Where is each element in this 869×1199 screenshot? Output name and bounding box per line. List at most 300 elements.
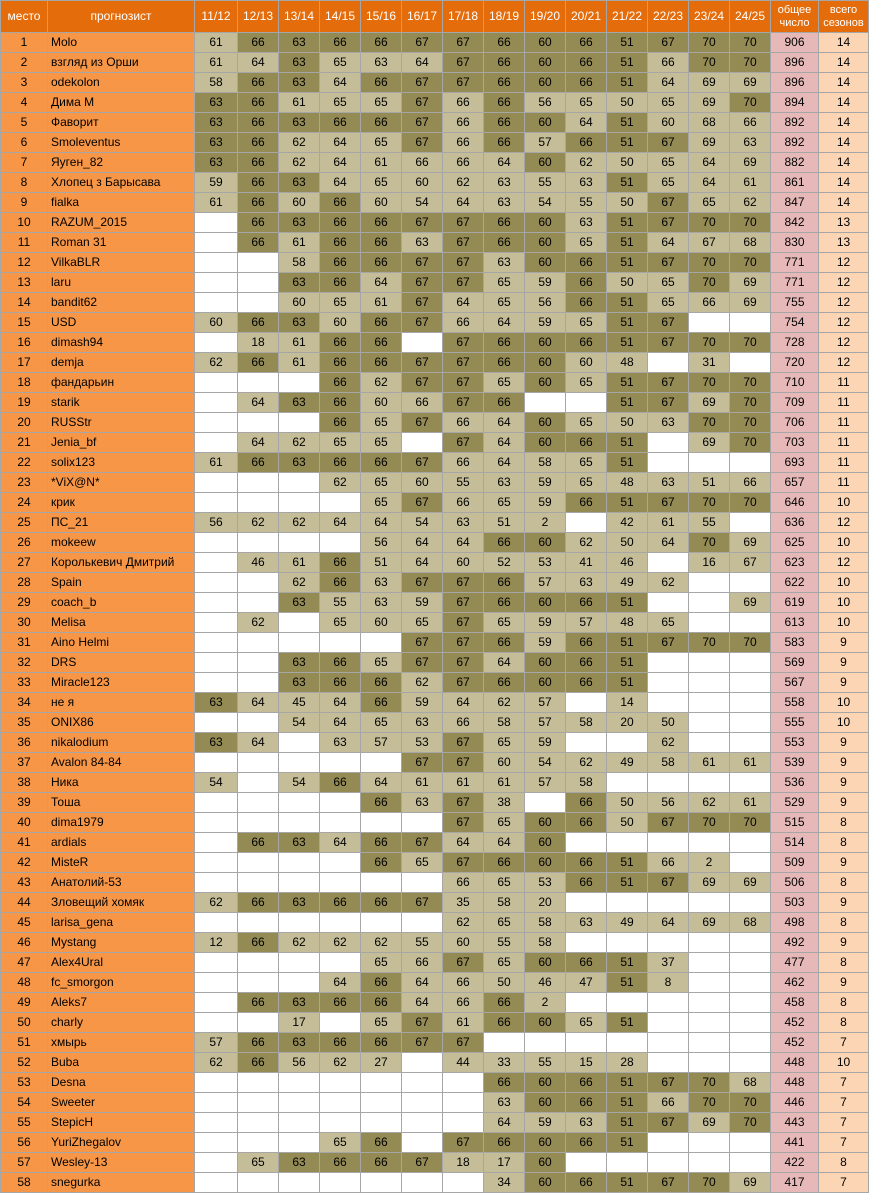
- season-score-cell: 66: [320, 773, 361, 793]
- forecaster-cell: взгляд из Орши: [48, 53, 195, 73]
- season-score-cell: 61: [730, 753, 771, 773]
- season-score-cell: 51: [607, 1113, 648, 1133]
- place-cell: 43: [1, 873, 48, 893]
- season-score-cell: 58: [279, 253, 320, 273]
- table-row: [1, 533, 869, 553]
- season-score-cell: [689, 993, 730, 1013]
- place-cell: 58: [1, 1173, 48, 1193]
- place-cell: 30: [1, 613, 48, 633]
- seasons-count-cell: 14: [819, 33, 869, 53]
- season-score-cell: [195, 1173, 238, 1193]
- season-score-cell: 66: [566, 433, 607, 453]
- season-score-cell: 62: [279, 133, 320, 153]
- season-score-cell: [238, 373, 279, 393]
- season-score-cell: [484, 1033, 525, 1053]
- season-score-cell: 67: [648, 333, 689, 353]
- seasons-count-cell: 14: [819, 173, 869, 193]
- season-score-cell: 66: [361, 453, 402, 473]
- total-cell: 619: [771, 593, 819, 613]
- season-score-cell: 61: [279, 353, 320, 373]
- season-score-cell: [648, 1153, 689, 1173]
- place-cell: 8: [1, 173, 48, 193]
- season-score-cell: 17: [279, 1013, 320, 1033]
- season-score-cell: [279, 853, 320, 873]
- season-score-cell: [648, 433, 689, 453]
- forecaster-cell: dimash94: [48, 333, 195, 353]
- season-score-cell: [320, 813, 361, 833]
- season-score-cell: 66: [484, 993, 525, 1013]
- seasons-count-cell: 12: [819, 253, 869, 273]
- season-score-cell: 67: [648, 813, 689, 833]
- season-score-cell: 66: [484, 53, 525, 73]
- season-score-cell: [238, 753, 279, 773]
- season-score-cell: 51: [607, 233, 648, 253]
- table-row: [1, 813, 869, 833]
- season-score-cell: [195, 293, 238, 313]
- place-cell: 19: [1, 393, 48, 413]
- seasons-count-cell: 9: [819, 673, 869, 693]
- season-score-cell: 53: [402, 733, 443, 753]
- season-score-cell: [195, 413, 238, 433]
- place-cell: 10: [1, 213, 48, 233]
- season-score-cell: [238, 413, 279, 433]
- season-score-cell: [195, 1133, 238, 1153]
- season-score-cell: [195, 1093, 238, 1113]
- season-score-cell: [279, 1133, 320, 1153]
- season-score-cell: 66: [361, 793, 402, 813]
- forecaster-cell: StepicH: [48, 1113, 195, 1133]
- season-score-cell: [648, 353, 689, 373]
- seasons-count-cell: 10: [819, 713, 869, 733]
- forecaster-cell: fialka: [48, 193, 195, 213]
- season-score-cell: [320, 853, 361, 873]
- season-score-cell: [607, 893, 648, 913]
- table-row: [1, 1073, 869, 1093]
- season-score-cell: 70: [730, 493, 771, 513]
- season-score-cell: 69: [730, 533, 771, 553]
- season-score-cell: 66: [320, 673, 361, 693]
- season-score-cell: [689, 313, 730, 333]
- season-score-cell: 60: [195, 313, 238, 333]
- header-season: 24/25: [730, 1, 771, 33]
- seasons-count-cell: 13: [819, 233, 869, 253]
- season-score-cell: 63: [361, 573, 402, 593]
- season-score-cell: 60: [279, 293, 320, 313]
- season-score-cell: [730, 933, 771, 953]
- season-score-cell: 66: [484, 593, 525, 613]
- season-score-cell: [730, 313, 771, 333]
- table-row: [1, 153, 869, 173]
- season-score-cell: 66: [443, 413, 484, 433]
- season-score-cell: [195, 553, 238, 573]
- season-score-cell: [195, 873, 238, 893]
- season-score-cell: [238, 793, 279, 813]
- season-score-cell: 60: [525, 1093, 566, 1113]
- total-cell: 703: [771, 433, 819, 453]
- season-score-cell: 67: [648, 1113, 689, 1133]
- season-score-cell: [689, 1153, 730, 1173]
- season-score-cell: 63: [279, 593, 320, 613]
- season-score-cell: 70: [730, 373, 771, 393]
- place-cell: 26: [1, 533, 48, 553]
- season-score-cell: 67: [648, 313, 689, 333]
- season-score-cell: 60: [648, 113, 689, 133]
- season-score-cell: 51: [607, 393, 648, 413]
- season-score-cell: 70: [689, 813, 730, 833]
- season-score-cell: 54: [402, 513, 443, 533]
- seasons-count-cell: 10: [819, 493, 869, 513]
- forecaster-cell: ardials: [48, 833, 195, 853]
- season-score-cell: [730, 573, 771, 593]
- season-score-cell: 65: [361, 713, 402, 733]
- season-score-cell: [195, 713, 238, 733]
- season-score-cell: [320, 633, 361, 653]
- season-score-cell: [279, 1073, 320, 1093]
- table-row: [1, 633, 869, 653]
- place-cell: 3: [1, 73, 48, 93]
- season-score-cell: 69: [689, 1113, 730, 1133]
- season-score-cell: 50: [607, 813, 648, 833]
- season-score-cell: 66: [238, 1053, 279, 1073]
- season-score-cell: [195, 533, 238, 553]
- total-cell: 567: [771, 673, 819, 693]
- season-score-cell: 62: [195, 893, 238, 913]
- season-score-cell: 66: [484, 1133, 525, 1153]
- place-cell: 38: [1, 773, 48, 793]
- season-score-cell: 66: [238, 133, 279, 153]
- season-score-cell: 62: [361, 373, 402, 393]
- season-score-cell: 66: [484, 633, 525, 653]
- seasons-count-cell: 8: [819, 1013, 869, 1033]
- season-score-cell: 63: [484, 473, 525, 493]
- season-score-cell: [607, 1033, 648, 1053]
- total-cell: 498: [771, 913, 819, 933]
- seasons-count-cell: 12: [819, 513, 869, 533]
- season-score-cell: [279, 873, 320, 893]
- season-score-cell: [730, 673, 771, 693]
- season-score-cell: 66: [361, 673, 402, 693]
- season-score-cell: 67: [402, 653, 443, 673]
- season-score-cell: 67: [648, 1073, 689, 1093]
- forecaster-cell: YuriZhegalov: [48, 1133, 195, 1153]
- season-score-cell: 66: [320, 413, 361, 433]
- table-row: [1, 1053, 869, 1073]
- season-score-cell: [443, 1113, 484, 1133]
- seasons-count-cell: 12: [819, 553, 869, 573]
- table-row: [1, 73, 869, 93]
- season-score-cell: [195, 673, 238, 693]
- season-score-cell: 20: [607, 713, 648, 733]
- forecaster-cell: bandit62: [48, 293, 195, 313]
- season-score-cell: [607, 1153, 648, 1173]
- season-score-cell: 65: [238, 1153, 279, 1173]
- table-row: [1, 413, 869, 433]
- season-score-cell: 63: [648, 473, 689, 493]
- season-score-cell: 51: [607, 493, 648, 513]
- season-score-cell: 66: [566, 293, 607, 313]
- table-row: [1, 193, 869, 213]
- season-score-cell: 61: [402, 773, 443, 793]
- season-score-cell: [689, 593, 730, 613]
- seasons-count-cell: 12: [819, 293, 869, 313]
- season-score-cell: 64: [484, 453, 525, 473]
- season-score-cell: 50: [484, 973, 525, 993]
- place-cell: 49: [1, 993, 48, 1013]
- place-cell: 53: [1, 1073, 48, 1093]
- season-score-cell: 66: [484, 1013, 525, 1033]
- season-score-cell: 66: [361, 73, 402, 93]
- forecaster-cell: USD: [48, 313, 195, 333]
- season-score-cell: 66: [443, 313, 484, 333]
- season-score-cell: 62: [238, 513, 279, 533]
- season-score-cell: 65: [361, 953, 402, 973]
- season-score-cell: 51: [607, 53, 648, 73]
- seasons-count-cell: 8: [819, 833, 869, 853]
- season-score-cell: 70: [689, 33, 730, 53]
- season-score-cell: 65: [484, 493, 525, 513]
- season-score-cell: 51: [607, 333, 648, 353]
- season-score-cell: 61: [361, 293, 402, 313]
- forecaster-cell: starik: [48, 393, 195, 413]
- total-cell: 657: [771, 473, 819, 493]
- total-cell: 529: [771, 793, 819, 813]
- season-score-cell: 62: [195, 1053, 238, 1073]
- season-score-cell: 46: [607, 553, 648, 573]
- season-score-cell: 69: [730, 873, 771, 893]
- season-score-cell: 66: [689, 293, 730, 313]
- total-cell: 583: [771, 633, 819, 653]
- season-score-cell: 67: [443, 273, 484, 293]
- season-score-cell: 66: [238, 893, 279, 913]
- place-cell: 47: [1, 953, 48, 973]
- seasons-count-cell: 9: [819, 753, 869, 773]
- table-row: [1, 373, 869, 393]
- place-cell: 56: [1, 1133, 48, 1153]
- table-row: [1, 1133, 869, 1153]
- season-score-cell: [689, 1033, 730, 1053]
- forecaster-cell: Molo: [48, 33, 195, 53]
- season-score-cell: 2: [525, 993, 566, 1013]
- season-score-cell: 46: [525, 973, 566, 993]
- season-score-cell: 66: [361, 213, 402, 233]
- season-score-cell: [443, 1173, 484, 1193]
- season-score-cell: 67: [443, 53, 484, 73]
- season-score-cell: 69: [689, 93, 730, 113]
- place-cell: 2: [1, 53, 48, 73]
- season-score-cell: 59: [525, 633, 566, 653]
- season-score-cell: [195, 473, 238, 493]
- total-cell: 441: [771, 1133, 819, 1153]
- season-score-cell: 67: [443, 753, 484, 773]
- season-score-cell: [402, 433, 443, 453]
- season-score-cell: 60: [361, 193, 402, 213]
- season-score-cell: 66: [361, 693, 402, 713]
- season-score-cell: 70: [730, 253, 771, 273]
- season-score-cell: 65: [361, 413, 402, 433]
- season-score-cell: 67: [443, 213, 484, 233]
- season-score-cell: 51: [607, 373, 648, 393]
- season-score-cell: 63: [279, 113, 320, 133]
- table-row: [1, 53, 869, 73]
- season-score-cell: 64: [443, 693, 484, 713]
- place-cell: 34: [1, 693, 48, 713]
- season-score-cell: [238, 533, 279, 553]
- season-score-cell: 64: [238, 393, 279, 413]
- season-score-cell: 63: [195, 113, 238, 133]
- header-season: 20/21: [566, 1, 607, 33]
- season-score-cell: 70: [730, 1113, 771, 1133]
- season-score-cell: 70: [689, 413, 730, 433]
- season-score-cell: 18: [238, 333, 279, 353]
- table-row: [1, 933, 869, 953]
- table-row: [1, 593, 869, 613]
- place-cell: 44: [1, 893, 48, 913]
- season-score-cell: 65: [320, 53, 361, 73]
- season-score-cell: 66: [566, 813, 607, 833]
- season-score-cell: 62: [279, 573, 320, 593]
- season-score-cell: 50: [648, 713, 689, 733]
- season-score-cell: 38: [484, 793, 525, 813]
- season-score-cell: 67: [402, 573, 443, 593]
- season-score-cell: [361, 913, 402, 933]
- seasons-count-cell: 9: [819, 773, 869, 793]
- season-score-cell: [320, 913, 361, 933]
- total-cell: 509: [771, 853, 819, 873]
- season-score-cell: 57: [525, 693, 566, 713]
- season-score-cell: 66: [566, 333, 607, 353]
- season-score-cell: 61: [279, 553, 320, 573]
- season-score-cell: [279, 413, 320, 433]
- season-score-cell: [689, 453, 730, 473]
- season-score-cell: 66: [566, 593, 607, 613]
- season-score-cell: [238, 773, 279, 793]
- season-score-cell: 65: [361, 493, 402, 513]
- forecaster-cell: Avalon 84-84: [48, 753, 195, 773]
- season-score-cell: [195, 593, 238, 613]
- season-score-cell: 63: [279, 1153, 320, 1173]
- season-score-cell: 63: [279, 673, 320, 693]
- forecaster-cell: Ника: [48, 773, 195, 793]
- season-score-cell: 64: [648, 533, 689, 553]
- season-score-cell: 62: [320, 933, 361, 953]
- season-score-cell: 69: [730, 153, 771, 173]
- season-score-cell: [648, 1033, 689, 1053]
- season-score-cell: 66: [238, 993, 279, 1013]
- season-score-cell: 59: [525, 313, 566, 333]
- season-score-cell: 66: [361, 253, 402, 273]
- season-score-cell: 67: [402, 133, 443, 153]
- forecaster-cell: larisa_gena: [48, 913, 195, 933]
- total-cell: 623: [771, 553, 819, 573]
- season-score-cell: 65: [566, 373, 607, 393]
- season-score-cell: [689, 1133, 730, 1153]
- season-score-cell: 60: [361, 613, 402, 633]
- season-score-cell: 46: [238, 553, 279, 573]
- season-score-cell: 59: [402, 593, 443, 613]
- season-score-cell: 67: [402, 1033, 443, 1053]
- header-forecaster: прогнозист: [48, 1, 195, 33]
- season-score-cell: 60: [525, 1133, 566, 1153]
- season-score-cell: 66: [484, 533, 525, 553]
- season-score-cell: 66: [443, 973, 484, 993]
- season-score-cell: 61: [279, 93, 320, 113]
- season-score-cell: [195, 233, 238, 253]
- table-row: [1, 313, 869, 333]
- season-score-cell: 69: [730, 273, 771, 293]
- seasons-count-cell: 14: [819, 113, 869, 133]
- place-cell: 5: [1, 113, 48, 133]
- season-score-cell: [689, 653, 730, 673]
- season-score-cell: 70: [689, 1093, 730, 1113]
- total-cell: 452: [771, 1013, 819, 1033]
- season-score-cell: 66: [566, 633, 607, 653]
- place-cell: 6: [1, 133, 48, 153]
- season-score-cell: 67: [648, 33, 689, 53]
- season-score-cell: [238, 1013, 279, 1033]
- season-score-cell: 60: [525, 113, 566, 133]
- season-score-cell: 66: [730, 473, 771, 493]
- season-score-cell: 63: [279, 53, 320, 73]
- season-score-cell: 68: [730, 233, 771, 253]
- season-score-cell: [730, 1053, 771, 1073]
- season-score-cell: [320, 953, 361, 973]
- season-score-cell: 66: [566, 253, 607, 273]
- season-score-cell: 60: [525, 1013, 566, 1033]
- season-score-cell: 58: [484, 713, 525, 733]
- season-score-cell: 58: [566, 773, 607, 793]
- season-score-cell: 64: [361, 773, 402, 793]
- season-score-cell: 63: [195, 93, 238, 113]
- season-score-cell: 56: [361, 533, 402, 553]
- season-score-cell: [730, 993, 771, 1013]
- forecaster-cell: ПС_21: [48, 513, 195, 533]
- forecaster-cell: Smoleventus: [48, 133, 195, 153]
- total-cell: 894: [771, 93, 819, 113]
- season-score-cell: [730, 1013, 771, 1033]
- season-score-cell: 63: [279, 213, 320, 233]
- season-score-cell: 60: [525, 833, 566, 853]
- season-score-cell: [195, 1153, 238, 1173]
- season-score-cell: 64: [320, 833, 361, 853]
- season-score-cell: 70: [689, 53, 730, 73]
- seasons-count-cell: 7: [819, 1173, 869, 1193]
- season-score-cell: [361, 753, 402, 773]
- season-score-cell: 62: [279, 433, 320, 453]
- season-score-cell: [566, 733, 607, 753]
- season-score-cell: [195, 1013, 238, 1033]
- season-score-cell: [195, 753, 238, 773]
- season-score-cell: 66: [361, 973, 402, 993]
- season-score-cell: 66: [566, 1073, 607, 1093]
- season-score-cell: 69: [730, 293, 771, 313]
- season-score-cell: 51: [607, 633, 648, 653]
- season-score-cell: 63: [484, 253, 525, 273]
- total-cell: 536: [771, 773, 819, 793]
- season-score-cell: [195, 253, 238, 273]
- season-score-cell: 51: [607, 133, 648, 153]
- forecaster-cell: laru: [48, 273, 195, 293]
- season-score-cell: 64: [320, 153, 361, 173]
- season-score-cell: 67: [402, 273, 443, 293]
- season-score-cell: [730, 973, 771, 993]
- season-score-cell: [689, 933, 730, 953]
- season-score-cell: [402, 1053, 443, 1073]
- seasons-count-cell: 13: [819, 213, 869, 233]
- season-score-cell: 66: [484, 73, 525, 93]
- season-score-cell: [730, 693, 771, 713]
- season-score-cell: [279, 473, 320, 493]
- season-score-cell: 66: [443, 453, 484, 473]
